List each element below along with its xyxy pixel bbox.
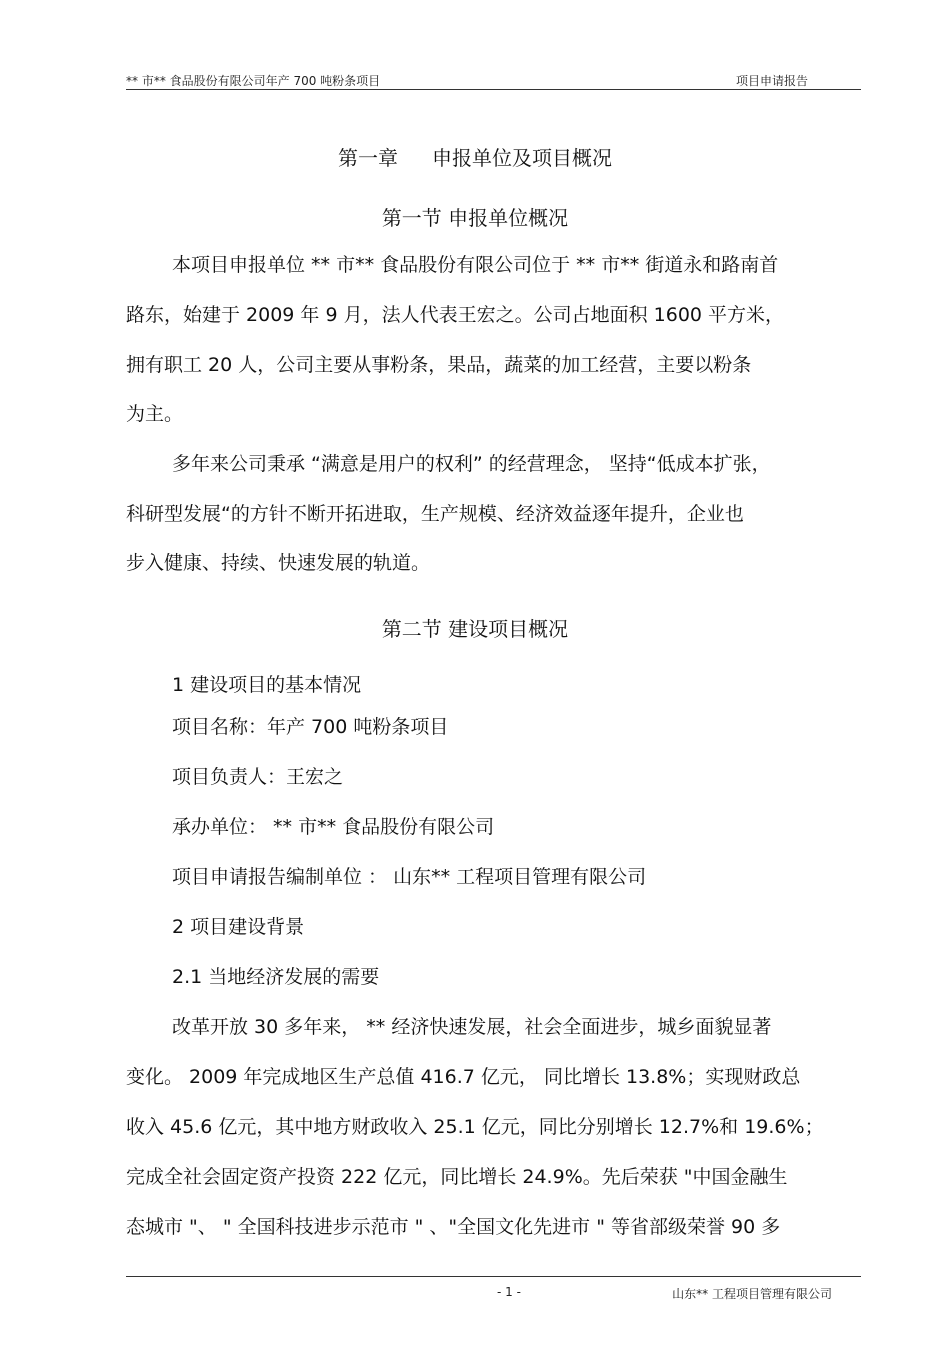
para-1-line-4: 为主。 (126, 403, 184, 425)
header-divider (126, 89, 861, 90)
item-undertaking-unit: 承办单位： ** 市** 食品股份有限公司 (172, 816, 495, 838)
page-number: - 1 - (497, 1285, 521, 1299)
header-project-title: ** 市** 食品股份有限公司年产 700 吨粉条项目 (126, 74, 381, 88)
para-2-line-3: 步入健康、持续、快速发展的轨道。 (126, 552, 431, 574)
para-1-line-2: 路东，始建于 2009 年 9 月，法人代表王宏之。公司占地面积 1600 平方米， (126, 304, 785, 326)
footer-divider (126, 1276, 861, 1277)
section-2-heading: 第二节 建设项目概况 (381, 617, 569, 641)
para-2-line-1: 多年来公司秉承 “满意是用户的权利” 的经营理念， 坚持“低成本扩张， (172, 453, 771, 475)
chapter-number: 第一章 (338, 146, 398, 170)
item-basic-info-heading: 1 建设项目的基本情况 (172, 674, 362, 696)
para-3-line-2: 变化。 2009 年完成地区生产总值 416.7 亿元， 同比增长 13.8%；实现财政总 (126, 1066, 801, 1088)
para-3-line-5: 态城市 "、 " 全国科技进步示范市 " 、"全国文化先进市 " 等省部级荣誉 90 多 (126, 1216, 781, 1238)
item-project-name: 项目名称：年产 700 吨粉条项目 (172, 716, 449, 738)
para-2-line-2: 科研型发展“的方针不断开拓进取，生产规模、经济效益逐年提升，企业也 (126, 503, 744, 525)
chapter-heading (0, 142, 950, 171)
para-3-line-3: 收入 45.6 亿元，其中地方财政收入 25.1 亿元，同比分别增长 12.7%和 19.6%； (126, 1116, 824, 1138)
header-doc-type: 项目申请报告 (735, 74, 808, 88)
section-1-heading: 第一节 申报单位概况 (381, 206, 569, 230)
item-background-heading: 2 项目建设背景 (172, 916, 305, 938)
chapter-title: 申报单位及项目概况 (432, 146, 612, 170)
para-3-line-1: 改革开放 30 多年来， ** 经济快速发展，社会全面进步，城乡面貌显著 (172, 1016, 772, 1038)
item-subheading-economy: 2.1 当地经济发展的需要 (172, 966, 380, 988)
para-3-line-4: 完成全社会固定资产投资 222 亿元，同比增长 24.9%。先后荣获 "中国金融生 (126, 1166, 788, 1188)
para-1-line-1: 本项目申报单位 ** 市** 食品股份有限公司位于 ** 市** 街道永和路南首 (172, 254, 779, 276)
item-project-leader: 项目负责人：王宏之 (172, 766, 344, 788)
item-report-compiler: 项目申请报告编制单位 ： 山东** 工程项目管理有限公司 (172, 866, 647, 888)
footer-company: 山东** 工程项目管理有限公司 (672, 1287, 832, 1301)
para-1-line-3: 拥有职工 20 人，公司主要从事粉条，果品，蔬菜的加工经营，主要以粉条 (126, 354, 752, 376)
